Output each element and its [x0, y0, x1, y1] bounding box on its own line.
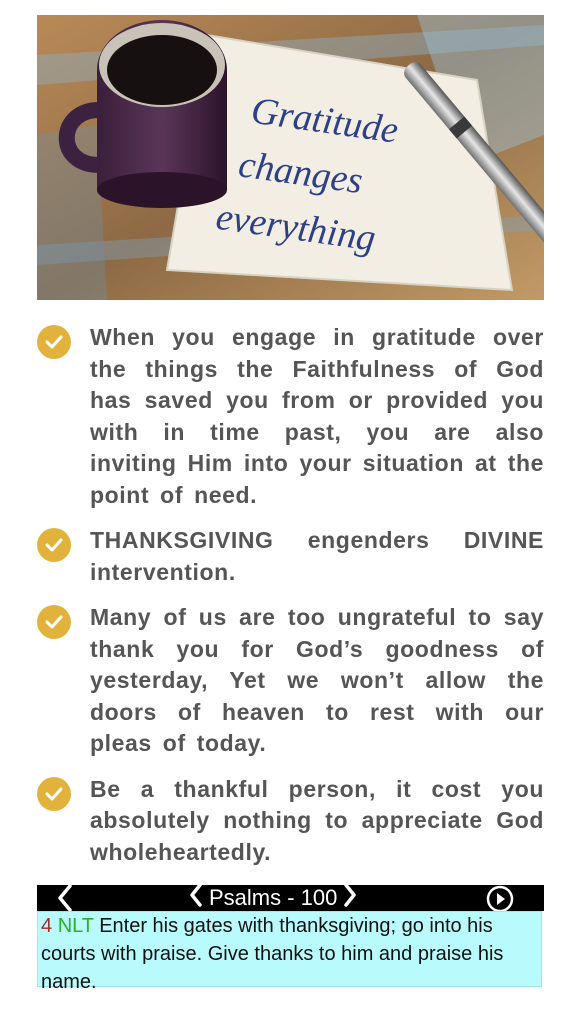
bullet-list [37, 322, 544, 882]
bullet-item [37, 602, 544, 760]
checkmark-icon [37, 605, 71, 639]
chevron-right-icon[interactable] [343, 883, 357, 913]
bullet-text: Many of us are too ungrateful to say thank you for God’s goodness of yesterday, Yet we won’t allow the doors of heaven to rest with our pleas of today. [90, 604, 544, 756]
chapter-selector [189, 885, 357, 911]
bullet-text: THANKSGIVING engenders DIVINE intervention. [90, 527, 544, 585]
bullet-text: When you engage in gratitude over the things the Faithfulness of God has saved you from or provided you with in time past, you are also inviting Him into your situation at the point of need. [90, 324, 544, 508]
verse-panel[interactable] [37, 911, 542, 993]
verse-translation[interactable]: NLT [57, 915, 94, 937]
bullet-item [37, 322, 544, 511]
verse-text: Enter his gates with thanksgiving; go into his courts with praise. Give thanks to him and praise his name. [41, 915, 504, 993]
bullet-item [37, 774, 544, 869]
note-line-3: everything [213, 195, 379, 260]
checkmark-icon [37, 777, 71, 811]
bullet-item [37, 525, 544, 588]
hero-image [37, 15, 544, 300]
bible-nav-bar [37, 885, 544, 911]
note-line-1: Gratitude [248, 89, 401, 152]
chapter-title[interactable]: Psalms - 100 [209, 885, 338, 910]
chevron-left-icon[interactable] [189, 883, 203, 913]
note-line-2: changes [236, 143, 366, 203]
checkmark-icon [37, 325, 71, 359]
bullet-text: Be a thankful person, it cost you absolutely nothing to appreciate God wholeheartedly. [90, 775, 544, 865]
verse-number: 4 [41, 915, 53, 937]
checkmark-icon [37, 528, 71, 562]
